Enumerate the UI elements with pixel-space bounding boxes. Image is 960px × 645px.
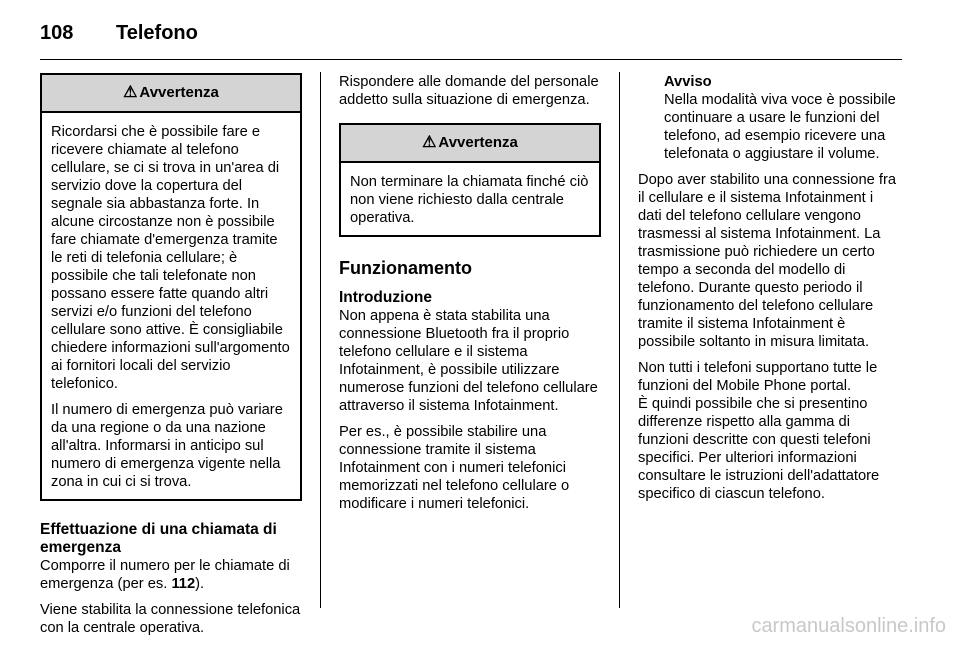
column-1 bbox=[40, 73, 302, 645]
warning-body bbox=[42, 113, 300, 499]
warning-triangle-icon: ⚠ bbox=[422, 134, 437, 151]
warning-paragraph: Non terminare la chiamata finché ciò non viene richiesto dalla centrale operativa. bbox=[350, 174, 589, 226]
paragraph: Rispondere alle domande del personale addetto sulla situazione di emergenza. bbox=[339, 74, 599, 108]
section-heading: Effettuazione di una chiamata di emergenza bbox=[40, 521, 277, 556]
sub-heading: Introduzione bbox=[339, 289, 432, 306]
paragraph: Viene stabilita la connessione telefonica con la centrale operativa. bbox=[40, 602, 301, 636]
page-header bbox=[40, 22, 198, 45]
paragraph: Non appena è stata stabilita una connessione Bluetooth fra il proprio telefono cellulare e il sistema Infotainment, è possibile utilizzare numerose funzioni del telefono cellulare attraverso il sistema Infotainment. bbox=[339, 308, 598, 414]
paragraph: Comporre il numero per le chiamate di emergenza (per es. 112). bbox=[40, 558, 290, 592]
page-number: 108 bbox=[40, 22, 74, 44]
column-divider bbox=[320, 72, 321, 608]
watermark: carmanualsonline.info bbox=[751, 615, 946, 637]
note-title: Avviso bbox=[664, 74, 712, 90]
warning-triangle-icon: ⚠ bbox=[123, 84, 138, 101]
warning-paragraph: Il numero di emergenza può variare da una regione o da una nazione all'altra. Informarsi in anticipo sul numero di emergenza vigente nella zona in cui ci si trova. bbox=[51, 402, 283, 490]
paragraph: Dopo aver stabilito una connessione fra il cellulare e il sistema Infotainment i dati del telefono cellulare vengono trasmessi al sistema Infotainment. La trasmissione può richiedere un certo tempo a seconda del modello di telefono. Durante questo periodo il funzionamento del telefono cellulare tramite il sistema Infotainment è possibile soltanto in misura limitata. bbox=[638, 172, 897, 350]
warning-box bbox=[339, 123, 601, 237]
section-title: Telefono bbox=[116, 22, 198, 44]
warning-paragraph: Ricordarsi che è possibile fare e ricevere chiamate al telefono cellulare, se ci si trova in un'area di servizio dove la copertura del segnale sia abbastanza forte. In alcune circostanze non è possibile fare chiamate d'emergenza tramite le reti di telefonia cellulare; è possibile che tali telefonate non possano essere fatte quando altri servizi e/o funzioni del telefono cellulare sono attive. È consigliabile chiedere informazioni sull'argomento ai fornitori locali del servizio telefonico. bbox=[51, 124, 290, 392]
note-box bbox=[638, 73, 900, 163]
paragraph: Per es., è possibile stabilire una connessione tramite il sistema Infotainment con i numeri telefonici memorizzati nel telefono cellulare o modificare i numeri telefonici. bbox=[339, 424, 570, 512]
warning-header bbox=[341, 125, 599, 163]
note-text: Nella modalità viva voce è possibile continuare a usare le funzioni del telefono, ad esempio ricevere una telefonata o aggiustare il volume. bbox=[664, 92, 896, 162]
warning-title: Avvertenza bbox=[139, 84, 219, 101]
emergency-number: 112 bbox=[171, 576, 196, 592]
paragraph: Non tutti i telefoni supportano tutte le funzioni del Mobile Phone portal. È quindi possibile che si presentino differenze rispetto alla gamma di funzioni descritte con questi telefoni specifici. Per ulteriori informazioni consultare le istruzioni dell'adattatore specifico di ciascun telefono. bbox=[638, 360, 880, 502]
column-3 bbox=[638, 73, 900, 511]
section-heading: Funzionamento bbox=[339, 258, 472, 278]
column-divider bbox=[619, 72, 620, 608]
warning-body bbox=[341, 163, 599, 235]
column-2 bbox=[339, 73, 601, 521]
header-rule bbox=[40, 59, 902, 60]
warning-box bbox=[40, 73, 302, 501]
warning-title: Avvertenza bbox=[438, 134, 518, 151]
warning-header bbox=[42, 75, 300, 113]
